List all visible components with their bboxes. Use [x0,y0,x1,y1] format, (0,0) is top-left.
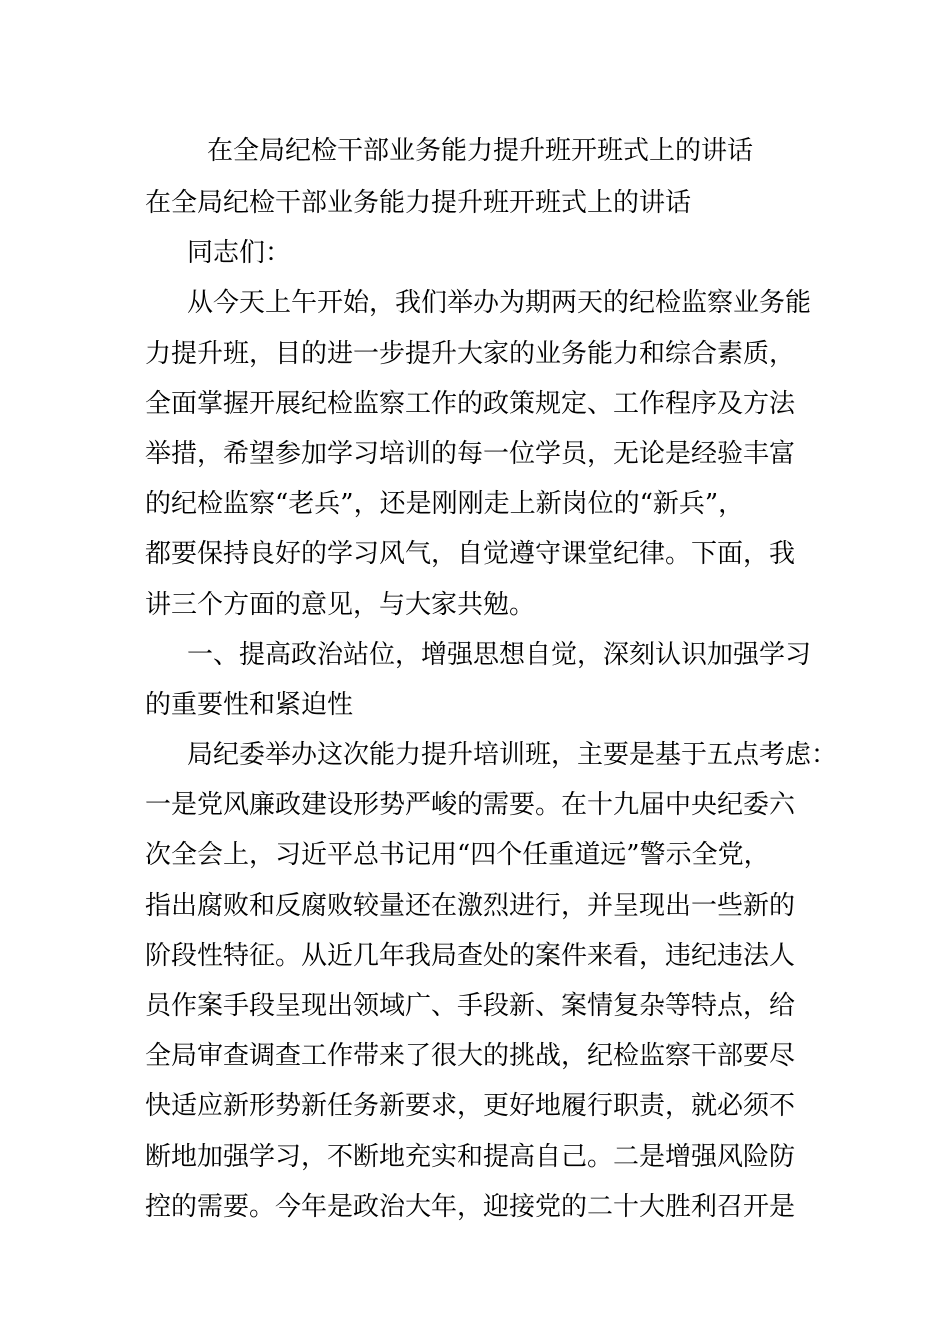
paragraph-line: 全面掌握开展纪检监察工作的政策规定、工作程序及方法 [145,388,796,419]
subtitle-line: 在全局纪检干部业务能力提升班开班式上的讲话 [145,188,692,218]
paragraph-line: 一是党风廉政建设形势严峻的需要。在十九届中央纪委六 [145,790,796,821]
paragraph-line: 讲三个方面的意见，与大家共勉。 [145,589,536,620]
paragraph-line: 指出腐败和反腐败较量还在激烈进行，并呈现出一些新的 [145,890,796,921]
paragraph-line: 全局审查调查工作带来了很大的挑战，纪检监察干部要尽 [145,1041,796,1072]
paragraph-line: 从今天上午开始，我们举办为期两天的纪检监察业务能 [187,288,812,319]
paragraph-line: 控的需要。今年是政治大年，迎接党的二十大胜利召开是 [145,1191,796,1222]
section-heading-line: 一、提高政治站位，增强思想自觉，深刻认识加强学习 [187,639,812,670]
paragraph-line: 都要保持良好的学习风气，自觉遵守课堂纪律。下面，我 [145,539,796,570]
document-body [145,178,838,1232]
paragraph-line: 快适应新形势新任务新要求，更好地履行职责，就必须不 [145,1091,796,1122]
paragraph-line: 阶段性特征。从近几年我局查处的案件来看，违纪违法人 [145,940,796,971]
paragraph-line: 力提升班，目的进一步提升大家的业务能力和综合素质， [145,338,796,369]
section-heading-line: 的重要性和紧迫性 [145,689,354,720]
document-title: 在全局纪检干部业务能力提升班开班式上的讲话 [207,136,754,166]
paragraph-line: 局纪委举办这次能力提升培训班，主要是基于五点考虑： [187,740,838,771]
paragraph-line: 员作案手段呈现出领域广、手段新、案情复杂等特点，给 [145,991,796,1021]
salutation-line: 同志们： [187,238,292,269]
paragraph-line: 断地加强学习，不断地充实和提高自己。二是增强风险防 [145,1141,796,1172]
paragraph-line: 的纪检监察“老兵”，还是刚刚走上新岗位的“新兵”， [145,489,745,520]
paragraph-line: 次全会上，习近平总书记用“四个任重道远”警示全党， [145,840,770,871]
paragraph-line: 举措，希望参加学习培训的每一位学员，无论是经验丰富 [145,438,796,469]
